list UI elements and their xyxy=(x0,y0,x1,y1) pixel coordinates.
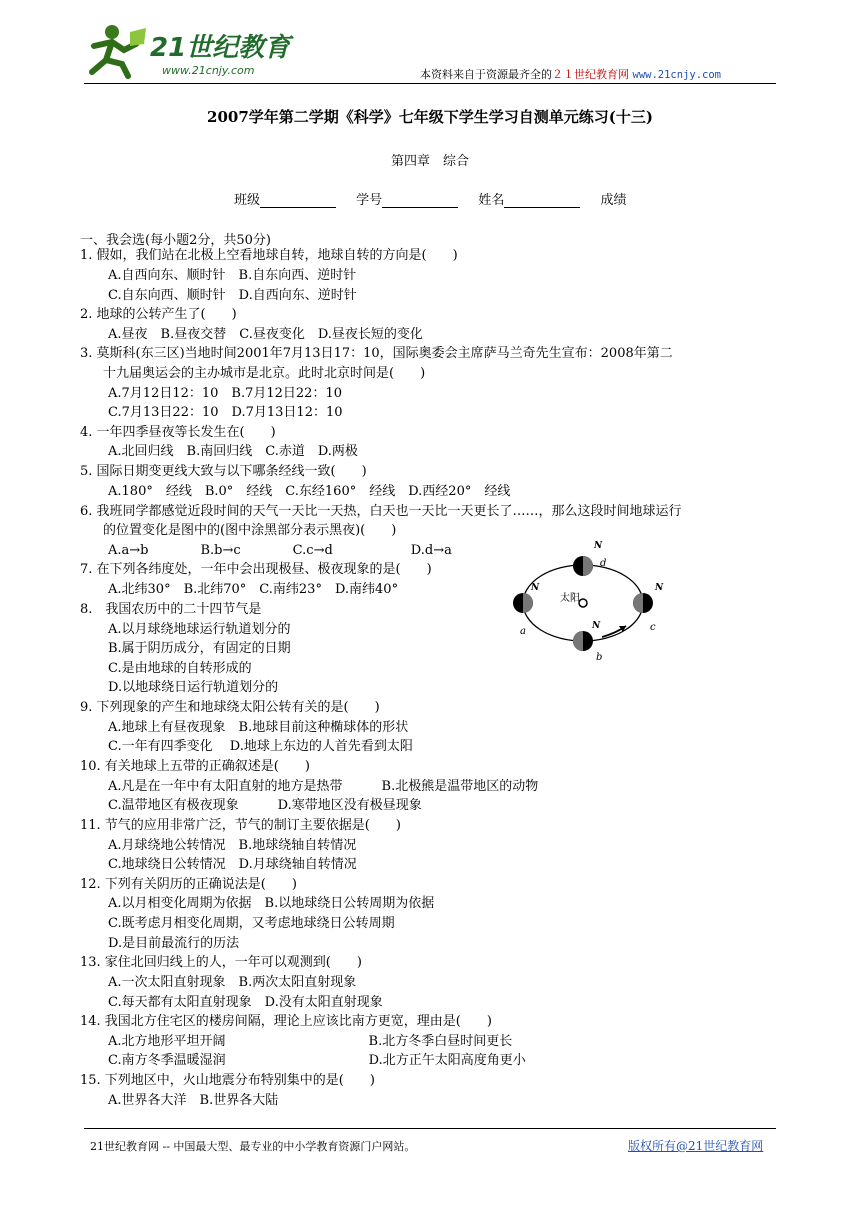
footer-divider xyxy=(84,1128,776,1129)
question-options: A.北回归线 B.南回归线 C.赤道 D.两极 xyxy=(108,444,358,459)
question-options: A.北纬30° B.北纬70° C.南纬23° D.南纬40° xyxy=(108,582,399,597)
question-text: 7. 在下列各纬度处，一年中会出现极昼、极夜现象的是( ) xyxy=(80,562,432,577)
question-text: 15. 下列地区中，火山地震分布特别集中的是( ) xyxy=(80,1073,375,1088)
question-options: C.7月13日22：10 D.7月13日12：10 xyxy=(108,405,343,420)
question-text: 9. 下列现象的产生和地球绕太阳公转有关的是( ) xyxy=(80,700,380,715)
question-options: C.温带地区有极夜现象 D.寒带地区没有极昼现象 xyxy=(108,798,422,813)
class-blank xyxy=(260,193,336,208)
earth-c xyxy=(633,583,664,633)
label-c: c xyxy=(650,622,656,633)
source-site: ２１世纪教育网 xyxy=(552,68,629,81)
section-heading: 一、我会选(每小题2分，共50分) xyxy=(80,233,271,248)
question-options: C.每天都有太阳直射现象 D.没有太阳直射现象 xyxy=(108,995,383,1010)
orbit-diagram xyxy=(498,530,688,665)
question-text: 10. 有关地球上五带的正确叙述是( ) xyxy=(80,759,310,774)
number-label: 学号 xyxy=(356,193,383,208)
question-options: D.是目前最流行的历法 xyxy=(108,936,240,951)
chapter-subtitle: 第四章 综合 xyxy=(390,154,469,169)
svg-text:N: N xyxy=(592,621,601,631)
question-options: C.南方冬季温暖湿润 D.北方正午太阳高度角更小 xyxy=(108,1053,526,1068)
source-url[interactable]: www.21cnjy.com xyxy=(632,69,722,81)
page-title: 2007学年第二学期《科学》七年级下学生学习自测单元练习(十三) xyxy=(207,108,653,126)
question-text: 5. 国际日期变更线大致与以下哪条经线一致( ) xyxy=(80,464,367,479)
class-label: 班级 xyxy=(234,193,261,208)
number-blank xyxy=(382,193,458,208)
question-text: 的位置变化是图中的(图中涂黑部分表示黑夜)( ) xyxy=(103,523,397,538)
student-info-row xyxy=(234,189,626,208)
label-a: a xyxy=(520,626,526,637)
header-divider xyxy=(84,83,776,84)
footer-text: 21世纪教育网 -- 中国最大型、最专业的中小学教育资源门户网站。 xyxy=(90,1140,416,1153)
question-text: 4. 一年四季昼夜等长发生在( ) xyxy=(80,425,276,440)
question-options: C.自东向西、顺时针 D.自西向东、逆时针 xyxy=(108,288,357,303)
question-options: A.a→b B.b→c C.c→d D.d→a xyxy=(108,543,452,558)
svg-text:N: N xyxy=(655,583,664,593)
question-text: 13. 家住北回归线上的人，一年可以观测到( ) xyxy=(80,955,362,970)
label-d: d xyxy=(600,558,607,569)
label-b: b xyxy=(596,652,603,663)
svg-text:N: N xyxy=(531,583,540,593)
name-label: 姓名 xyxy=(478,193,505,208)
question-options: C.是由地球的自转形成的 xyxy=(108,661,252,676)
sun-label: 太阳 xyxy=(560,593,580,604)
question-options: A.以月球绕地球运行轨道划分的 xyxy=(108,622,291,637)
question-options: A.地球上有昼夜现象 B.地球目前这种椭球体的形状 xyxy=(108,720,409,735)
question-options: A.一次太阳直射现象 B.两次太阳直射现象 xyxy=(108,975,357,990)
question-options: A.昼夜 B.昼夜交替 C.昼夜变化 D.昼夜长短的变化 xyxy=(108,327,423,342)
question-options: A.以月相变化周期为依据 B.以地球绕日公转周期为依据 xyxy=(108,896,435,911)
question-options: A.自西向东、顺时针 B.自东向西、逆时针 xyxy=(108,268,357,283)
question-text: 12. 下列有关阴历的正确说法是( ) xyxy=(80,877,297,892)
question-text: 2. 地球的公转产生了( ) xyxy=(80,307,237,322)
question-text: 11. 节气的应用非常广泛，节气的制订主要依据是( ) xyxy=(80,818,401,833)
earth-b xyxy=(573,621,602,663)
question-options: A.月球绕地公转情况 B.地球绕轴自转情况 xyxy=(108,838,357,853)
question-text: 14. 我国北方住宅区的楼房间隔，理论上应该比南方更宽，理由是( ) xyxy=(80,1014,492,1029)
score-label: 成绩 xyxy=(600,193,627,208)
site-logo xyxy=(84,20,294,82)
question-options: A.凡是在一年中有太阳直射的地方是热带 B.北极熊是温带地区的动物 xyxy=(108,779,539,794)
sun-dot xyxy=(579,599,587,607)
logo-text: 21世纪教育 xyxy=(150,33,291,63)
earth-d xyxy=(573,541,606,576)
question-text: 8. 我国农历中的二十四节气是 xyxy=(80,602,262,617)
question-options: A.世界各大洋 B.世界各大陆 xyxy=(108,1093,279,1108)
question-options: C.既考虑月相变化周期，又考虑地球绕日公转周期 xyxy=(108,916,395,931)
question-text: 6. 我班同学都感觉近段时间的天气一天比一天热，白天也一天比一天更长了……，那么这段时间地球运行 xyxy=(80,504,682,519)
svg-text:N: N xyxy=(594,541,603,551)
question-options: A.180° 经线 B.0° 经线 C.东经160° 经线 D.西经20° 经线 xyxy=(108,484,511,499)
logo-url: www.21cnjy.com xyxy=(162,64,255,77)
question-options: A.北方地形平坦开阔 B.北方冬季白昼时间更长 xyxy=(108,1034,513,1049)
question-options: C.地球绕日公转情况 D.月球绕轴自转情况 xyxy=(108,857,357,872)
question-text: 1. 假如，我们站在北极上空看地球自转，地球自转的方向是( ) xyxy=(80,248,458,263)
question-text: 十九届奥运会的主办城市是北京。此时北京时间是( ) xyxy=(103,366,426,381)
source-note: 本资料来自于资源最齐全的２１世纪教育网 www.21cnjy.com xyxy=(420,68,722,81)
question-options: B.属于阴历成分，有固定的日期 xyxy=(108,641,291,656)
question-options: C.一年有四季变化 D.地球上东边的人首先看到太阳 xyxy=(108,739,413,754)
question-options: D.以地球绕日运行轨道划分的 xyxy=(108,680,279,695)
copyright-link[interactable]: 版权所有@21世纪教育网 xyxy=(628,1139,764,1153)
question-options: A.7月12日12：10 B.7月12日22：10 xyxy=(108,386,343,401)
name-blank xyxy=(504,193,580,208)
question-text: 3. 莫斯科(东三区)当地时间2001年7月13日17：10，国际奥委会主席萨马兰奇先生宣布：2008年第二 xyxy=(80,346,673,361)
